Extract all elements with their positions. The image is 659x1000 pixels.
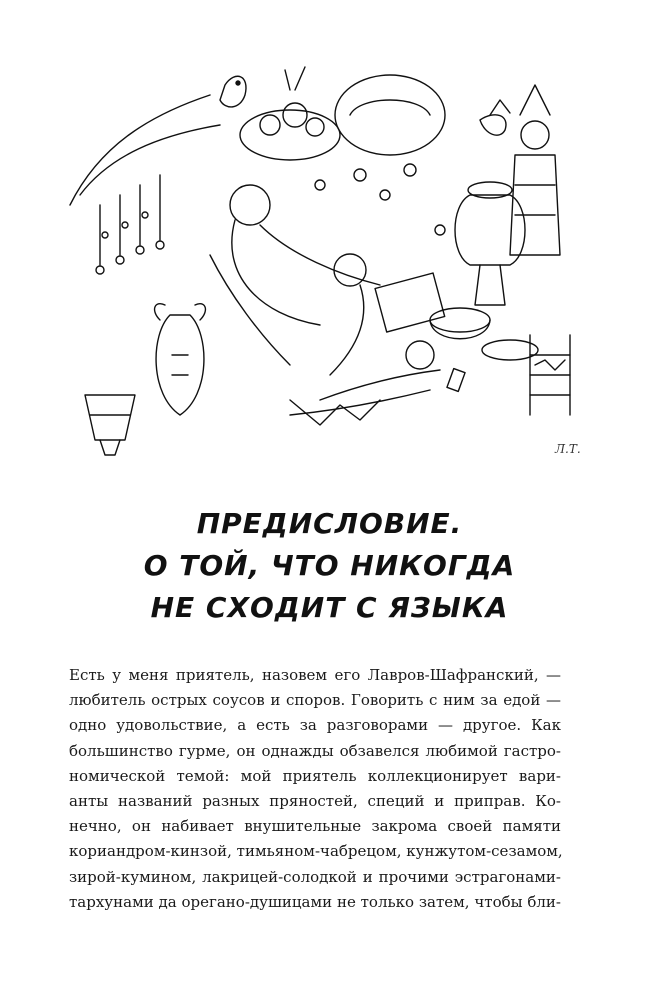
berry-tree-drawing <box>70 95 220 274</box>
woman-kokoshnik-drawing <box>510 85 560 255</box>
body-paragraph <box>69 663 561 915</box>
illustrator-signature: Л.Т. <box>555 442 581 456</box>
man-with-book-drawing <box>330 254 445 375</box>
feast-illustration <box>60 55 600 465</box>
heading-line: НЕ СХОДИТ С ЯЗЫКА <box>150 591 509 624</box>
chapter-heading <box>0 503 659 629</box>
fruit-bowl-drawing <box>240 67 340 160</box>
dove-drawing <box>480 100 510 135</box>
heading-line: ПРЕДИСЛОВИЕ. <box>196 507 463 540</box>
text-line: анты названий разных пряностей, специй и приправ. Ко- <box>69 792 561 811</box>
parrot-drawing <box>220 76 246 107</box>
amphora-drawing <box>155 304 206 415</box>
text-line: нечно, он набивает внушительные закрома своей памяти <box>69 817 561 836</box>
text-line: одно удовольствие, а есть за разговорами — другое. Как <box>69 716 561 735</box>
text-line: номической темой: мой приятель коллекционирует вари- <box>69 766 561 785</box>
girl-with-phone-drawing <box>290 341 465 425</box>
text-line: любитель острых соусов и споров. Говорить с ним за едой — <box>69 691 561 710</box>
flowers-drawing <box>315 164 445 235</box>
text-line: тархунами да орегано-душицами не только затем, чтобы бли- <box>69 892 561 911</box>
text-line: Есть у меня приятель, назовем его Лавров-Шафранский, — <box>69 666 561 684</box>
pot-drawing <box>430 308 538 360</box>
heading-line: О ТОЙ, ЧТО НИКОГДА <box>143 549 516 582</box>
cup-drawing <box>85 395 135 455</box>
samovar-drawing <box>455 182 525 305</box>
woman-reading-drawing <box>210 185 380 365</box>
text-line: зирой-кумином, лакрицей-солодкой и прочими эстрагонами- <box>69 867 561 886</box>
text-line: большинство гурме, он однажды обзавелся любимой гастро- <box>69 741 561 760</box>
text-line: кориандром-кинзой, тимьяном-чабрецом, кунжутом-сезамом, <box>69 842 563 861</box>
